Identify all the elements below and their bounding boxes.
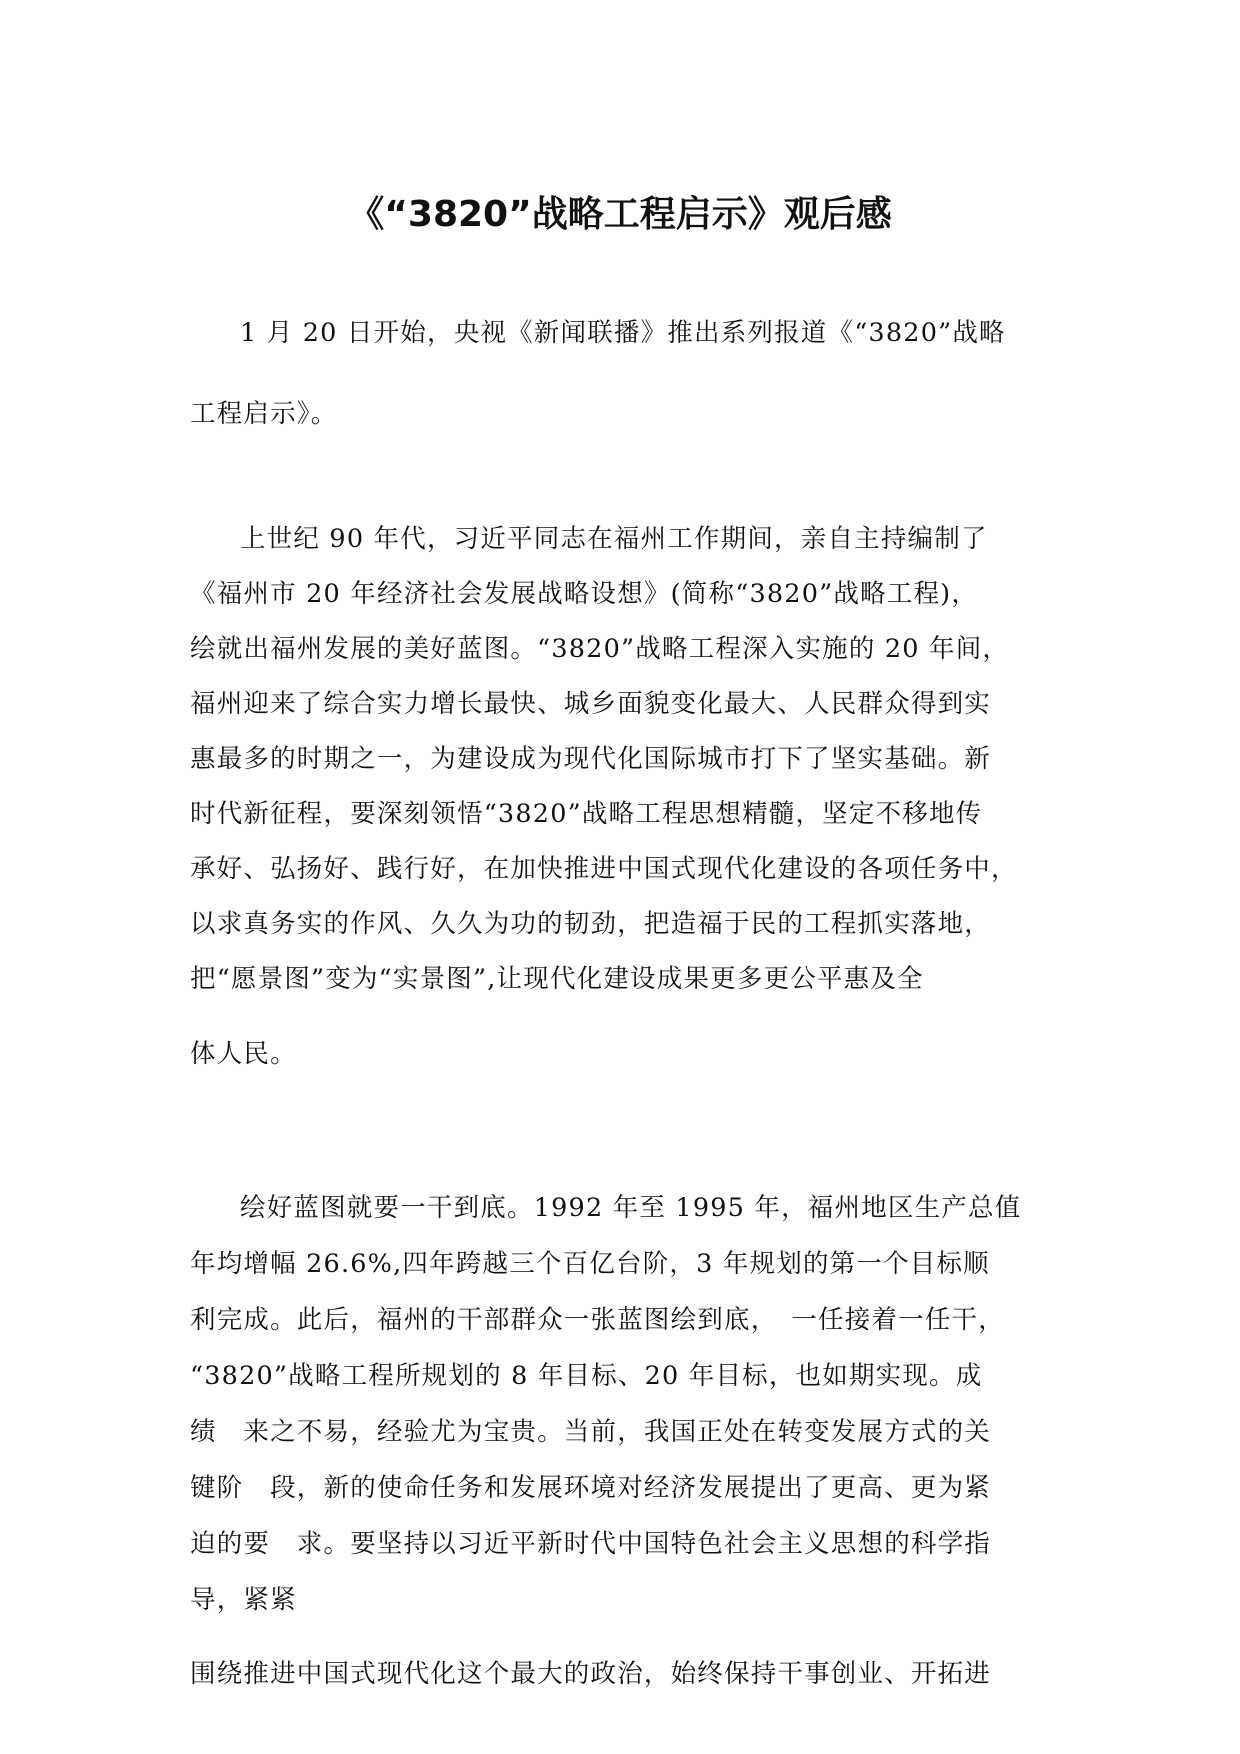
paragraph-2-line-5: 惠最多的时期之一，为建设成为现代化国际城市打下了坚实基础。新	[190, 744, 992, 774]
paragraph-3-line-7: 迫的要 求。要坚持以习近平新时代中国特色社会主义思想的科学指	[190, 1529, 992, 1559]
paragraph-2-line-6: 时代新征程，要深刻领悟“3820”战略工程思想精髓，坚定不移地传	[190, 799, 983, 829]
paragraph-3-line-8: 导，紧紧	[190, 1585, 297, 1615]
paragraph-3-line-2: 年均增幅 26.6%,四年跨越三个百亿台阶，3 年规划的第一个目标顺	[190, 1249, 990, 1279]
paragraph-2-line-1: 上世纪 90 年代，习近平同志在福州工作期间，亲自主持编制了	[240, 524, 988, 554]
paragraph-1-line-2: 工程启示》。	[190, 399, 338, 429]
document-title: 《“3820”战略工程启示》观后感	[348, 194, 892, 235]
paragraph-2-line-7: 承好、弘扬好、践行好，在加快推进中国式现代化建设的各项任务中，	[190, 854, 1018, 884]
paragraph-2-line-3: 绘就出福州发展的美好蓝图。“3820”战略工程深入实施的 20 年间，	[190, 634, 1010, 664]
paragraph-2-line-2: 《福州市 20 年经济社会发展战略设想》(简称“3820”战略工程)，	[190, 579, 979, 609]
paragraph-3-line-6: 键阶 段，新的使命任务和发展环境对经济发展提出了更高、更为紧	[190, 1473, 992, 1503]
paragraph-2-line-10: 体人民。	[190, 1039, 297, 1069]
paragraph-2-line-8: 以求真务实的作风、久久为功的韧劲，把造福于民的工程抓实落地，	[190, 909, 992, 939]
paragraph-3-line-3: 利完成。此后，福州的干部群众一张蓝图绘到底， 一任接着一任干，	[190, 1305, 1005, 1335]
paragraph-4-line-1: 围绕推进中国式现代化这个最大的政治，始终保持干事创业、开拓进	[190, 1659, 992, 1689]
paragraph-3-line-4: “3820”战略工程所规划的 8 年目标、20 年目标，也如期实现。成	[190, 1361, 983, 1391]
paragraph-3-line-5: 绩 来之不易，经验尤为宝贵。当前，我国正处在转变发展方式的关	[190, 1417, 992, 1447]
paragraph-3-line-1: 绘好蓝图就要一干到底。1992 年至 1995 年，福州地区生产总值	[240, 1193, 1022, 1223]
paragraph-1-line-1: 1 月 20 日开始，央视《新闻联播》推出系列报道《“3820”战略	[240, 318, 1006, 348]
paragraph-2-line-9: 把“愿景图”变为“实景图”,让现代化建设成果更多更公平惠及全	[190, 964, 924, 994]
paragraph-2-line-4: 福州迎来了综合实力增长最快、城乡面貌变化最大、人民群众得到实	[190, 689, 992, 719]
